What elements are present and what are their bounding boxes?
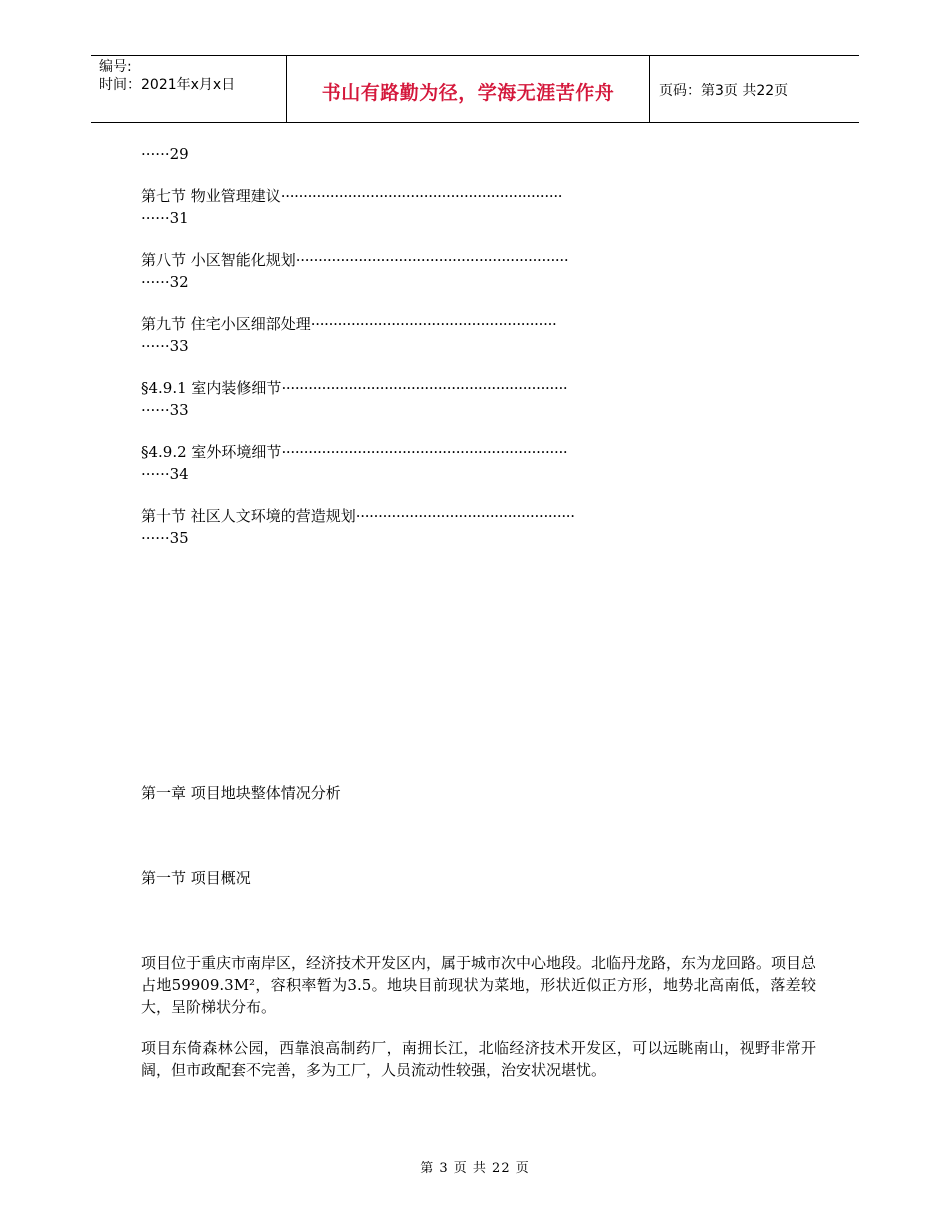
toc-leader-dots: ················································· <box>355 507 575 525</box>
toc-leader-dots: ····························································· <box>295 251 569 269</box>
header-meta <box>99 58 235 94</box>
toc-leader-dots: ································································ <box>281 379 568 397</box>
toc-entry-title: 第九节 住宅小区细部处理 <box>141 315 311 333</box>
toc-leader-dots: ······························································· <box>280 187 563 205</box>
toc-leader-dots: ································································ <box>281 443 568 461</box>
toc-entry-page: ······35 <box>141 529 189 547</box>
toc-entry-page: ······32 <box>141 273 189 291</box>
toc-entry[interactable] <box>141 377 567 399</box>
toc-entry-page: ······33 <box>141 337 189 355</box>
page-footer: 第 3 页 共 22 页 <box>420 1161 530 1176</box>
header-motto: 书山有路勤为径，学海无涯苦作舟 <box>321 82 615 104</box>
toc-entry-title: 第十节 社区人文环境的营造规划 <box>141 507 356 525</box>
header-page-label: 页码：第3页 共22页 <box>659 83 789 99</box>
toc-entry-title: §4.9.2 室外环境细节 <box>141 443 282 461</box>
toc-entry[interactable] <box>141 441 567 463</box>
toc-entry[interactable] <box>141 185 562 207</box>
toc-continuation: ······29 <box>141 145 189 163</box>
toc-entry-title: 第七节 物业管理建议 <box>141 187 281 205</box>
toc-leader-dots: ······················································· <box>310 315 557 333</box>
section-title: 第一节 项目概况 <box>141 869 251 887</box>
time-label: 时间：2021年x月x日 <box>99 77 236 93</box>
toc-entry[interactable] <box>141 505 575 527</box>
chapter-title: 第一章 项目地块整体情况分析 <box>141 784 341 802</box>
toc-entry-page: ······33 <box>141 401 189 419</box>
body-paragraph: 项目东倚森林公园，西靠浪高制药厂，南拥长江，北临经济技术开发区，可以远眺南山，视野非常开阔，但市政配套不完善，多为工厂，人员流动性较强，治安状况堪忧。 <box>141 1039 816 1079</box>
toc-entry-page: ······34 <box>141 465 189 483</box>
serial-label: 编号: <box>99 59 132 75</box>
toc-entry[interactable] <box>141 249 568 271</box>
header-divider <box>649 56 650 122</box>
toc-entry-title: 第八节 小区智能化规划 <box>141 251 296 269</box>
body-paragraph: 项目位于重庆市南岸区，经济技术开发区内，属于城市次中心地段。北临丹龙路，东为龙回路。项目总占地59909.3M²，容积率暂为3.5。地块目前现状为菜地，形状近似正方形，地势北高南低，落差较大，呈阶梯状分布。 <box>141 954 817 1016</box>
page-header <box>91 55 859 123</box>
toc-entry-title: §4.9.1 室内装修细节 <box>141 379 282 397</box>
toc-entry-page: ······31 <box>141 209 189 227</box>
toc-entry[interactable] <box>141 313 557 335</box>
